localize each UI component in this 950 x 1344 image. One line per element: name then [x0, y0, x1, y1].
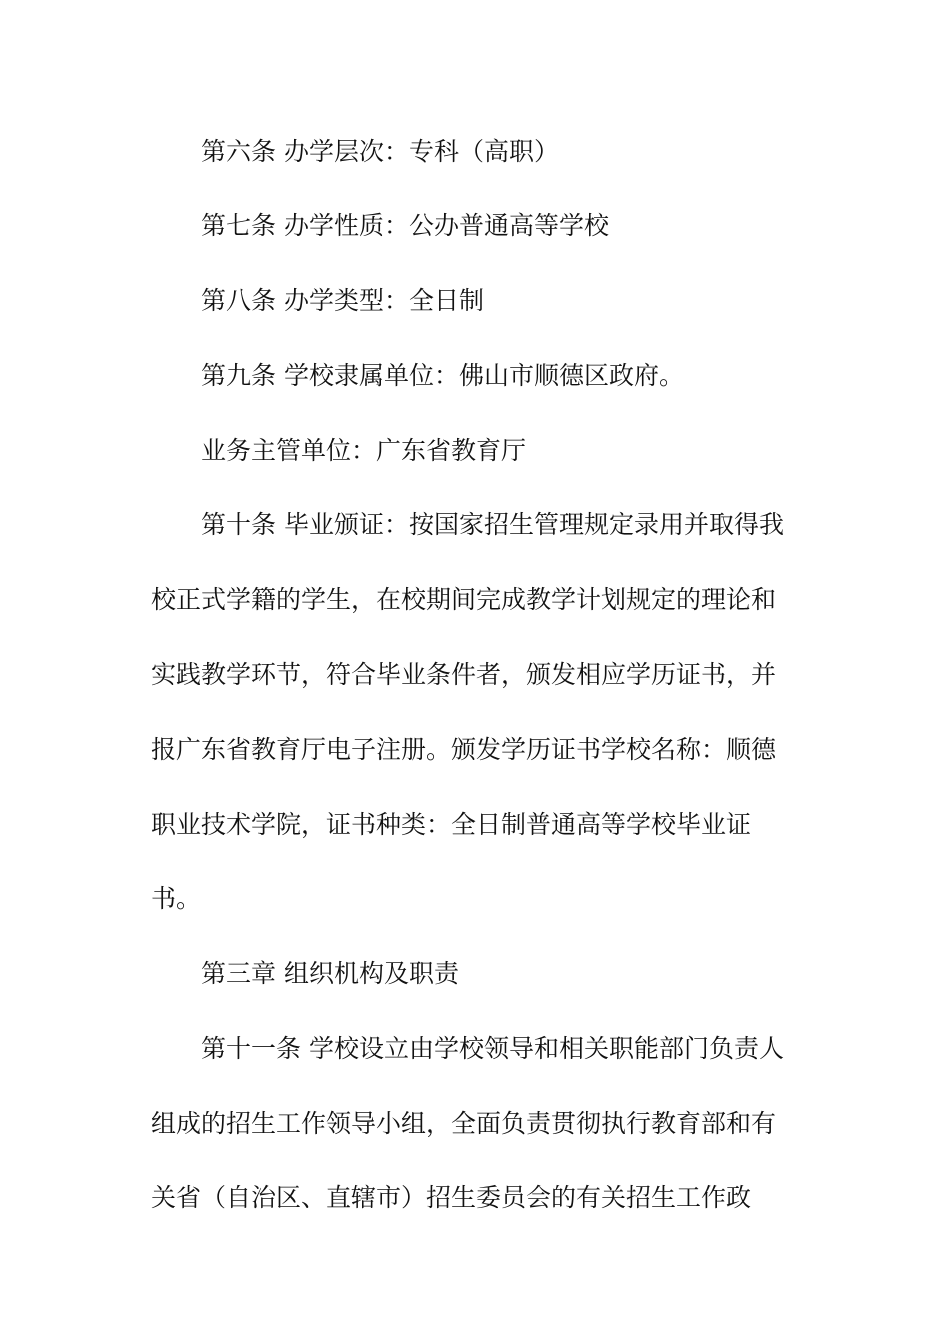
article-10-line-4: 报广东省教育厅电子注册。颁发学历证书学校名称：顺德: [151, 735, 777, 764]
article-7-line: 第七条 办学性质：公办普通高等学校: [201, 211, 609, 240]
supervising-unit-line: 业务主管单位：广东省教育厅: [201, 436, 527, 465]
article-10-line-5: 职业技术学院，证书种类：全日制普通高等学校毕业证: [151, 810, 752, 839]
article-9-line: 第九条 学校隶属单位：佛山市顺德区政府。: [201, 361, 684, 390]
article-11-line-2: 组成的招生工作领导小组，全面负责贯彻执行教育部和有: [151, 1109, 777, 1138]
article-6-line: 第六条 办学层次：专科（高职）: [201, 137, 559, 166]
article-10-line-1: 第十条 毕业颁证：按国家招生管理规定录用并取得我: [201, 510, 784, 539]
article-8-line: 第八条 办学类型：全日制: [201, 286, 484, 315]
article-10-line-3: 实践教学环节，符合毕业条件者，颁发相应学历证书，并: [151, 660, 777, 689]
article-10-line-6: 书。: [151, 884, 202, 913]
article-11-line-1: 第十一条 学校设立由学校领导和相关职能部门负责人: [201, 1034, 784, 1063]
chapter-3-heading: 第三章 组织机构及职责: [201, 959, 459, 988]
article-11-line-3: 关省（自治区、直辖市）招生委员会的有关招生工作政: [151, 1183, 752, 1212]
article-10-line-2: 校正式学籍的学生，在校期间完成教学计划规定的理论和: [151, 585, 777, 614]
